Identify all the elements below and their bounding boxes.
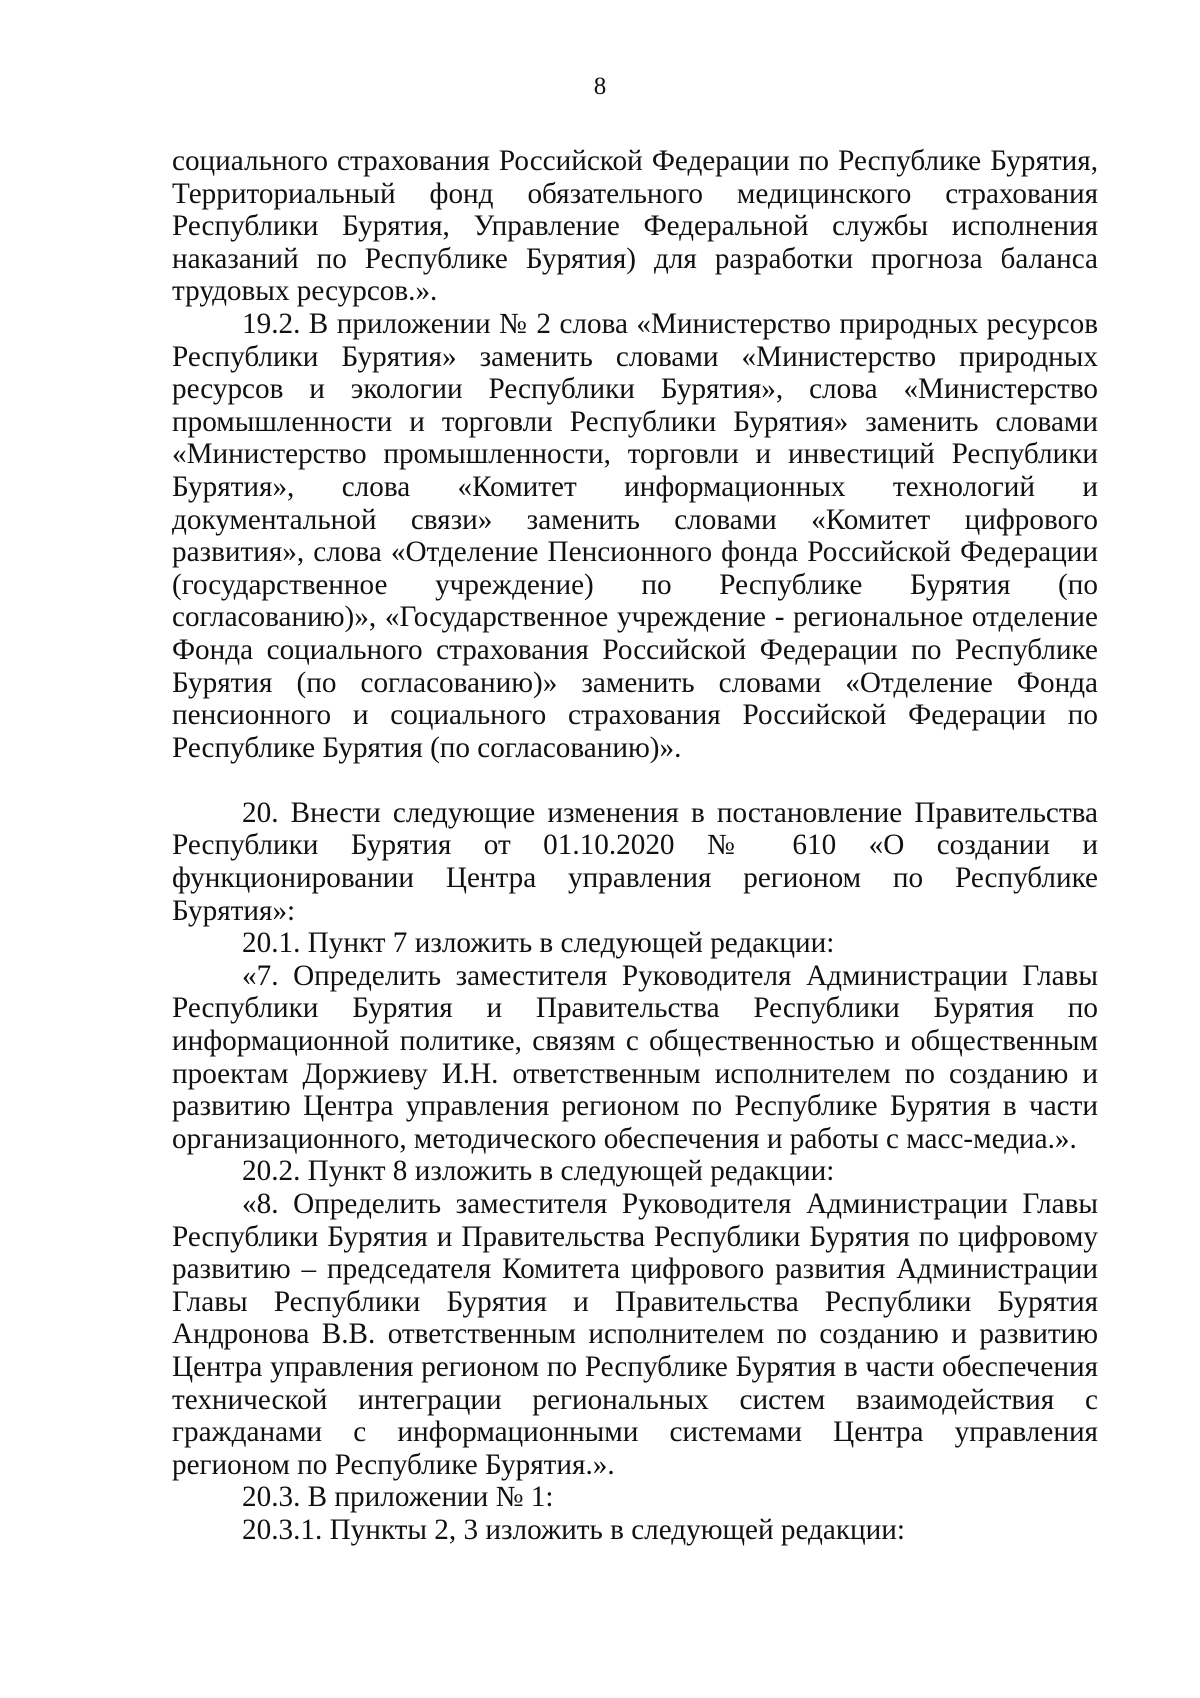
paragraph-20: 20. Внести следующие изменения в постановление Правительства Республики Бурятия от 01.10.2020 № 610 «О создании и функционировании Центра управления регионом по Республике Бурятия»: (172, 796, 1098, 927)
paragraph-20-2: 20.2. Пункт 8 изложить в следующей редакции: (242, 1155, 835, 1188)
paragraph-19-2: 19.2. В приложении № 2 слова «Министерство природных ресурсов Республики Бурятия» заменить словами «Министерство природных ресурсов и экологии Республики Бурятия», слова «Министерство промышленности и торговли Республики Бурятия» заменить словами «Министерство промышленности, торговли и инвестиций Республики Бурятия», слова «Комитет информационных технологий и документальной связи» заменить словами «Комитет цифрового развития», слова «Отделение Пенсионного фонда Российской Федерации (государственное учреждение) по Республике Бурятия (по согласованию)», «Государственное учреждение - региональное отделение Фонда социального страхования Российской Федерации по Республике Бурятия (по согласованию)» заменить словами «Отделение Фонда пенсионного и социального страхования Российской Федерации по Республике Бурятия (по согласованию)». (172, 307, 1098, 764)
paragraph-point-7: «7. Определить заместителя Руководителя Администрации Главы Республики Бурятия и Правительства Республики Бурятия по информационной политике, связям с общественностью и общественным проектам Доржиеву И.Н. ответственным исполнителем по созданию и развитию Центра управления регионом по Республике Бурятия в части организационного, методического обеспечения и работы с масс-медиа.». (172, 959, 1098, 1155)
paragraph-continuation: социального страхования Российской Федерации по Республике Бурятия, Территориальный фонд обязательного медицинского страхования Республики Бурятия, Управление Федеральной службы исполнения наказаний по Республике Бурятия) для разработки прогноза баланса трудовых ресурсов.». (172, 145, 1098, 308)
paragraph-point-8: «8. Определить заместителя Руководителя Администрации Главы Республики Бурятия и Правительства Республики Бурятия по цифровому развитию – председателя Комитета цифрового развития Администрации Главы Республики Бурятия и Правительства Республики Бурятия Андронова В.В. ответственным исполнителем по созданию и развитию Центра управления регионом по Республике Бурятия в части обеспечения технической интеграции региональных систем взаимодействия с гражданами с информационными системами Центра управления регионом по Республике Бурятия.». (172, 1188, 1098, 1481)
paragraph-20-3: 20.3. В приложении № 1: (242, 1481, 554, 1514)
paragraph-20-1: 20.1. Пункт 7 изложить в следующей редакции: (242, 927, 835, 960)
paragraph-20-3-1: 20.3.1. Пункты 2, 3 изложить в следующей редакции: (242, 1513, 906, 1546)
page-number: 8 (593, 73, 607, 100)
document-body (172, 145, 1098, 1547)
